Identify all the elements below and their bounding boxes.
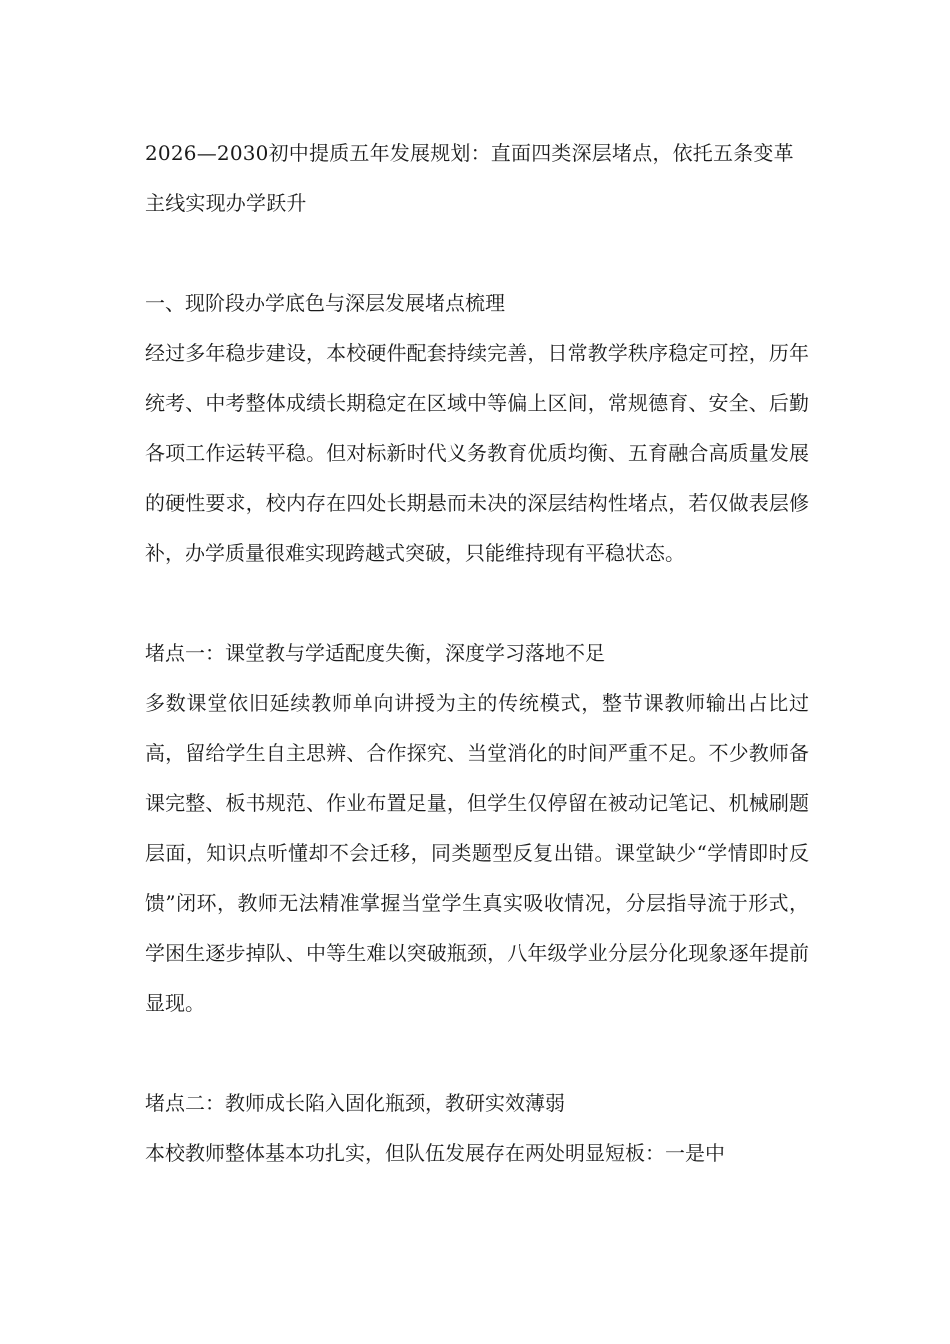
- section-body-overview: 经过多年稳步建设，本校硬件配套持续完善，日常教学秩序稳定可控，历年统考、中考整体成绩长期稳定在区域中等偏上区间，常规德育、安全、后勤各项工作运转平稳。但对标新时代义务教育优质均衡、五育融合高质量发展的硬性要求，校内存在四处长期悬而未决的深层结构性堵点，若仅做表层修补，办学质量很难实现跨越式突破，只能维持现有平稳状态。: [145, 341, 809, 565]
- section-body-bottleneck-1: 多数课堂依旧延续教师单向讲授为主的传统模式，整节课教师输出占比过高，留给学生自主思辨、合作探究、当堂消化的时间严重不足。不少教师备课完整、板书规范、作业布置足量，但学生仅停留在被动记笔记、机械刷题层面，知识点听懂却不会迁移，同类题型反复出错。课堂缺少“学情即时反馈”闭环，教师无法精准掌握当堂学生真实吸收情况，分层指导流于形式，学困生逐步掉队、中等生难以突破瓶颈，八年级学业分层分化现象逐年提前显现。: [145, 691, 809, 1015]
- document-title: 2026—2030初中提质五年发展规划：直面四类深层堵点，依托五条变革主线实现办学跃升: [145, 141, 794, 215]
- spacer: [145, 578, 809, 628]
- document-content: [145, 128, 809, 1178]
- section-heading-bottleneck-1: 堵点一：课堂教与学适配度失衡，深度学习落地不足: [145, 641, 605, 665]
- spacer: [145, 228, 809, 278]
- section-heading-overview: 一、现阶段办学底色与深层发展堵点梳理: [145, 291, 505, 315]
- section-body-bottleneck-2: 本校教师整体基本功扎实，但队伍发展存在两处明显短板：一是中: [145, 1141, 725, 1165]
- section-heading-bottleneck-2: 堵点二：教师成长陷入固化瓶颈，教研实效薄弱: [145, 1091, 565, 1115]
- spacer: [145, 1028, 809, 1078]
